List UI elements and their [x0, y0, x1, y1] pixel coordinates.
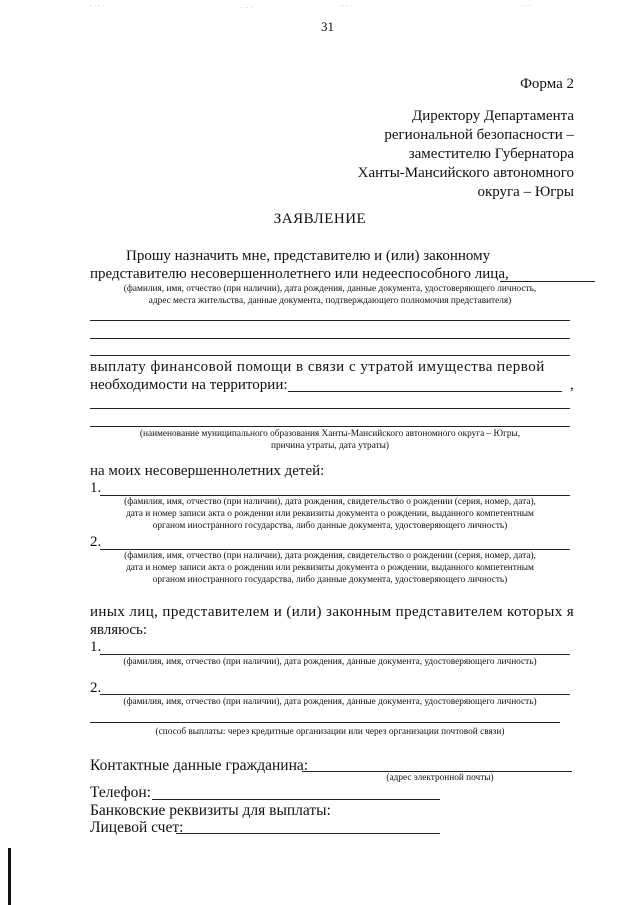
field-caption: (адрес электронной почты) — [386, 773, 494, 783]
scan-margin-bar — [8, 848, 11, 905]
account-field[interactable] — [176, 833, 440, 834]
field-caption: (фамилия, имя, отчество (при наличии), дата рождения, данные документа, удостоверяющего личность) — [123, 657, 537, 667]
other-person-number: 2. — [90, 680, 102, 696]
payment-line: необходимости на территории: — [90, 377, 288, 393]
scan-noise: · · · — [520, 2, 531, 10]
others-line: являюсь: — [90, 622, 148, 638]
addressee-line: Директору Департамента — [412, 108, 574, 124]
addressee-line: региональной безопасности – — [384, 127, 574, 143]
payment-comma: , — [570, 377, 574, 393]
field-caption: органом иностранного государства, либо данные документа, удостоверяющего личность) — [152, 521, 508, 531]
request-line: представителю несовершеннолетнего или недееспособного лица, — [90, 266, 509, 282]
field-caption: (фамилия, имя, отчество (при наличии), дата рождения, данные документа, удостоверяющего личность) — [123, 697, 537, 707]
account-label: Лицевой счет: — [90, 819, 184, 836]
form-label: Форма 2 — [520, 76, 574, 92]
field-caption: (фамилия, имя, отчество (при наличии), дата рождения, свидетельство о рождении (серия, номер, дата), — [124, 551, 536, 561]
applicant-name-field[interactable] — [500, 281, 595, 282]
children-heading: на моих несовершеннолетних детей: — [90, 463, 325, 479]
child-number: 2. — [90, 534, 102, 550]
field-caption: (фамилия, имя, отчество (при наличии), дата рождения, данные документа, удостоверяющего личность, — [123, 284, 537, 294]
addressee-line: заместителю Губернатора — [408, 146, 574, 162]
request-line: Прошу назначить мне, представителю и (или) законному — [126, 248, 491, 264]
other-person-number: 1. — [90, 639, 102, 655]
payment-line: выплату финансовой помощи в связи с утратой имущества первой — [90, 359, 545, 375]
field-caption: (способ выплаты: через кредитные организации или через организации почтовой связи) — [155, 727, 505, 737]
applicant-details-field[interactable] — [90, 355, 570, 356]
territory-details-field[interactable] — [90, 408, 570, 409]
applicant-details-field[interactable] — [90, 338, 570, 339]
scan-noise: · ·· · — [240, 4, 253, 12]
bank-details-label: Банковские реквизиты для выплаты: — [90, 802, 331, 819]
addressee-line: округа – Югры — [477, 184, 574, 200]
field-caption: дата и номер записи акта о рождении или реквизиты документа о рождении, выданного компетентным — [126, 563, 534, 573]
territory-details-field[interactable] — [90, 426, 570, 427]
applicant-details-field[interactable] — [90, 320, 570, 321]
contacts-label: Контактные данные гражданина: — [90, 757, 309, 774]
child-number: 1. — [90, 480, 102, 496]
other-person-2-field[interactable] — [100, 694, 570, 695]
others-line: иных лиц, представителем и (или) законным представителем которых я — [90, 604, 575, 620]
payment-method-field[interactable] — [90, 722, 560, 723]
field-caption: причина утраты, дата утраты) — [271, 441, 389, 451]
scan-noise: · · · · — [90, 2, 105, 10]
field-caption: дата и номер записи акта о рождении или реквизиты документа о рождении, выданного компетентным — [126, 509, 534, 519]
field-caption: адрес места жительства, данные документа, подтверждающего полномочия представителя) — [148, 296, 512, 306]
phone-field[interactable] — [152, 799, 440, 800]
scan-noise: ·· · · — [340, 2, 353, 10]
page-number: 31 — [321, 19, 334, 34]
field-caption: (фамилия, имя, отчество (при наличии), дата рождения, свидетельство о рождении (серия, номер, дата), — [124, 497, 536, 507]
other-person-1-field[interactable] — [100, 654, 570, 655]
addressee-line: Ханты-Мансийского автономного — [357, 165, 574, 181]
field-caption: (наименование муниципального образования Ханты-Мансийского автономного округа – Югры, — [139, 429, 521, 439]
document-title: ЗАЯВЛЕНИЕ — [273, 211, 367, 227]
field-caption: органом иностранного государства, либо данные документа, удостоверяющего личность) — [152, 575, 508, 585]
territory-field[interactable] — [288, 391, 562, 392]
phone-label: Телефон: — [90, 784, 151, 801]
